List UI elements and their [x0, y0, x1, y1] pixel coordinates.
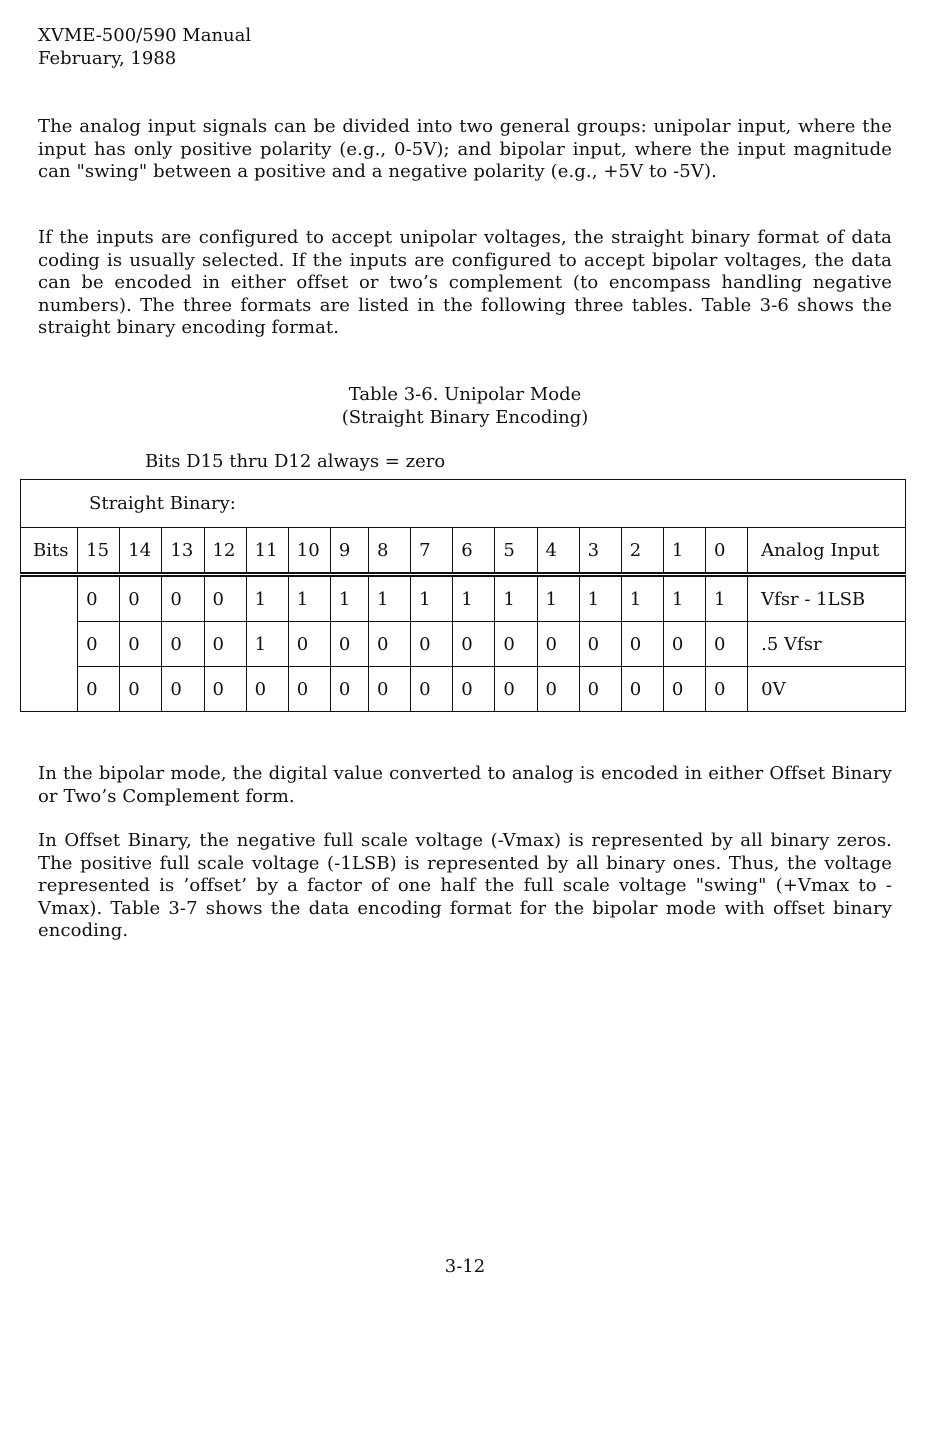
bit-header: 5	[495, 528, 537, 575]
paragraph-bipolar-mode: In the bipolar mode, the digital value converted to analog is encoded in either Offset Binary or Two’s Complement form.	[38, 763, 892, 807]
bit-cell: 0	[246, 667, 288, 712]
bit-cell: 0	[204, 667, 246, 712]
bit-cell: 0	[288, 667, 330, 712]
bit-cell: 0	[579, 667, 621, 712]
table-row	[21, 622, 906, 667]
bit-cell: 0	[537, 622, 579, 667]
bit-header: 9	[330, 528, 368, 575]
bit-cell: 1	[663, 575, 705, 622]
bit-cell: 0	[663, 622, 705, 667]
bit-cell: 1	[621, 575, 663, 622]
bit-cell: 0	[537, 667, 579, 712]
bit-header: 7	[411, 528, 453, 575]
bit-cell: 0	[162, 575, 204, 622]
bits-label: Bits	[21, 528, 78, 575]
bit-header: 1	[663, 528, 705, 575]
bit-cell: 0	[369, 622, 411, 667]
bit-cell: 1	[288, 575, 330, 622]
analog-value: 0V	[748, 667, 906, 712]
page-number: 3-12	[444, 1256, 486, 1277]
document-header	[38, 24, 251, 70]
bit-header: 3	[579, 528, 621, 575]
bit-cell: 0	[204, 622, 246, 667]
bit-cell: 0	[78, 575, 120, 622]
bit-cell: 1	[453, 575, 495, 622]
bit-cell: 0	[453, 667, 495, 712]
bit-cell: 0	[495, 667, 537, 712]
table-subtitle: (Straight Binary Encoding)	[341, 407, 589, 428]
bit-cell: 0	[204, 575, 246, 622]
bit-cell: 0	[330, 622, 368, 667]
bit-cell: 0	[663, 667, 705, 712]
manual-title: XVME-500/590 Manual	[38, 25, 252, 46]
bit-cell: 0	[495, 622, 537, 667]
bit-header: 15	[78, 528, 120, 575]
bit-cell: 1	[330, 575, 368, 622]
bit-cell: 1	[537, 575, 579, 622]
header-row	[21, 528, 906, 575]
bit-cell: 1	[246, 622, 288, 667]
table-note: Bits D15 thru D12 always = zero	[145, 451, 446, 472]
bit-header: 14	[120, 528, 162, 575]
paragraph-data-coding: If the inputs are configured to accept unipolar voltages, the straight binary format of data coding is usually selected. If the inputs are configured to accept bipolar voltages, the data can be encoded in either offset or two’s complement (to encompass handling negative numbers). The three formats are listed in the following three tables. Table 3-6 shows the straight binary encoding format.	[38, 227, 892, 338]
bit-cell: 0	[411, 667, 453, 712]
bit-cell: 0	[78, 667, 120, 712]
bit-cell: 1	[579, 575, 621, 622]
bit-header: 6	[453, 528, 495, 575]
empty-bits-cell	[21, 575, 78, 712]
bit-cell: 0	[120, 667, 162, 712]
bit-cell: 0	[120, 622, 162, 667]
bit-header: 12	[204, 528, 246, 575]
bit-cell: 0	[330, 667, 368, 712]
bit-cell: 0	[453, 622, 495, 667]
bit-cell: 0	[621, 622, 663, 667]
bit-cell: 0	[120, 575, 162, 622]
bit-header: 8	[369, 528, 411, 575]
table-title: Table 3-6. Unipolar Mode	[348, 384, 582, 405]
bit-header: 11	[246, 528, 288, 575]
bit-cell: 0	[162, 622, 204, 667]
bit-cell: 1	[495, 575, 537, 622]
bit-cell: 0	[706, 622, 748, 667]
manual-date: February, 1988	[38, 48, 177, 69]
bit-cell: 1	[706, 575, 748, 622]
bit-cell: 0	[162, 667, 204, 712]
bit-header: 0	[706, 528, 748, 575]
bit-cell: 1	[246, 575, 288, 622]
bit-cell: 0	[369, 667, 411, 712]
bit-cell: 1	[369, 575, 411, 622]
bit-header: 13	[162, 528, 204, 575]
section-label: Straight Binary:	[21, 480, 906, 528]
bit-cell: 0	[621, 667, 663, 712]
paragraph-offset-binary: In Offset Binary, the negative full scale voltage (-Vmax) is represented by all binary zeros. The positive full scale voltage (-1LSB) is represented by all binary ones. Thus, the voltage represented is ’offset’ by a factor of one half the full scale voltage "swing" (+Vmax to -Vmax). Table 3-7 shows the data encoding format for the bipolar mode with offset binary encoding.	[38, 830, 892, 941]
bit-cell: 0	[78, 622, 120, 667]
bit-cell: 1	[411, 575, 453, 622]
table-row	[21, 575, 906, 622]
bit-cell: 0	[411, 622, 453, 667]
paragraph-input-groups: The analog input signals can be divided into two general groups: unipolar input, where the input has only positive polarity (e.g., 0-5V); and bipolar input, where the input magnitude can "swing" between a positive and a negative polarity (e.g., +5V to -5V).	[38, 116, 892, 182]
bit-cell: 0	[288, 622, 330, 667]
bit-cell: 0	[706, 667, 748, 712]
table-caption	[0, 383, 930, 429]
bit-header: 4	[537, 528, 579, 575]
bit-header: 10	[288, 528, 330, 575]
analog-input-label: Analog Input	[748, 528, 906, 575]
table-row	[21, 667, 906, 712]
analog-value: Vfsr - 1LSB	[748, 575, 906, 622]
bit-header: 2	[621, 528, 663, 575]
straight-binary-table	[20, 479, 906, 712]
bit-cell: 0	[579, 622, 621, 667]
analog-value: .5 Vfsr	[748, 622, 906, 667]
